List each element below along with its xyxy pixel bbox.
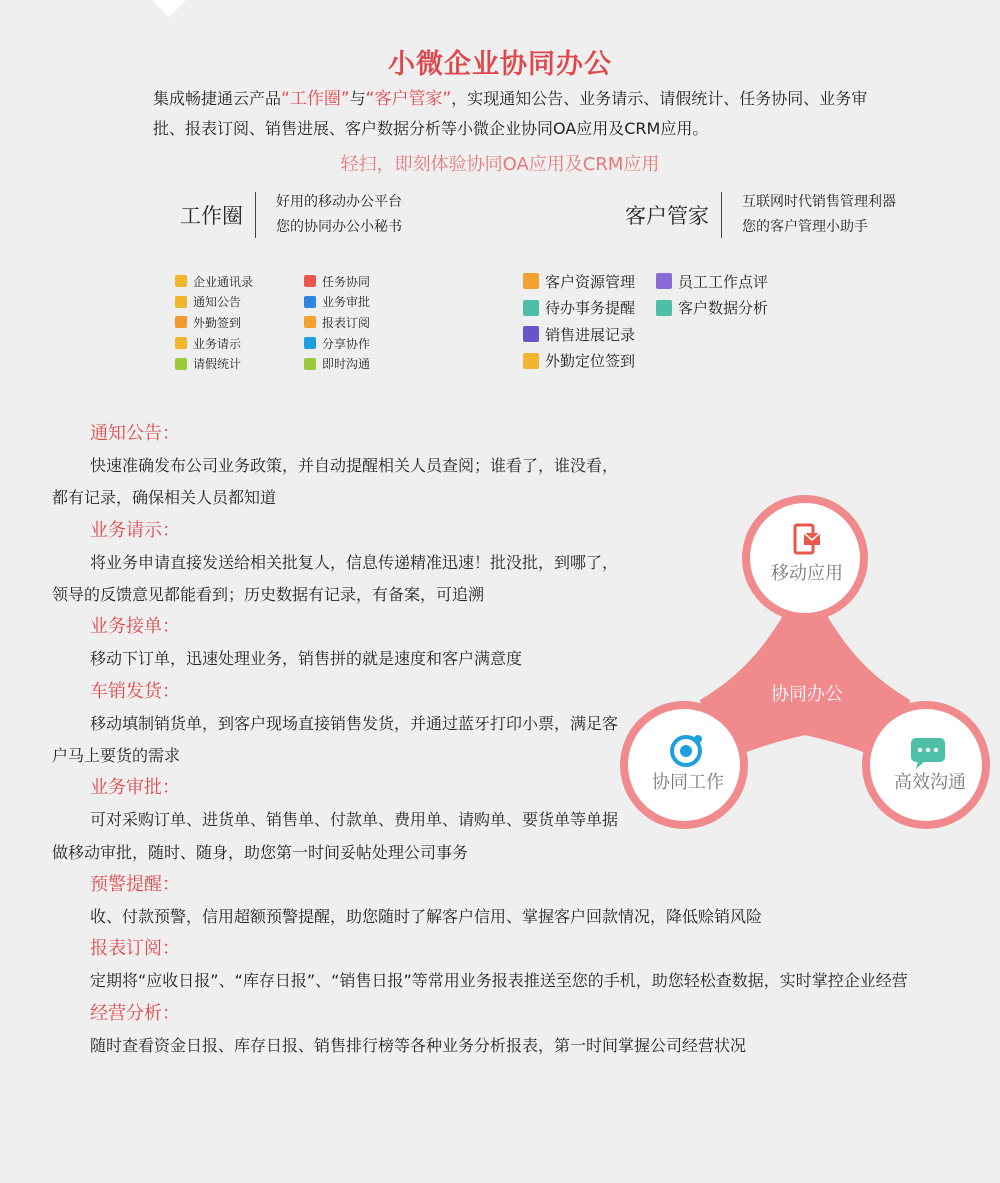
- section-text: 收、付款预警，信用超额预警提醒，助您随时了解客户信用、掌握客户回款情况，降低赊销风险: [90, 907, 763, 927]
- feature-item: [175, 353, 253, 374]
- product-desc-line: 您的客户管理小助手: [742, 219, 868, 235]
- product-desc-line: 好用的移动办公平台: [276, 194, 402, 210]
- feature-label: 员工工作点评: [678, 272, 769, 291]
- report-icon: [304, 316, 316, 328]
- diagram-label-left: 协同工作: [652, 772, 724, 793]
- section-heading: 业务请示：: [90, 519, 180, 541]
- divider: [255, 192, 256, 238]
- work-features-col2: [304, 271, 370, 374]
- feature-label: 客户资源管理: [545, 272, 636, 291]
- feature-label: 客户数据分析: [678, 299, 769, 318]
- section-heading: 车销发货：: [90, 680, 180, 702]
- intro-text: [153, 84, 873, 144]
- product-desc: [742, 190, 896, 240]
- section-heading: 预警提醒：: [90, 873, 180, 895]
- feature-label: 待办事务提醒: [545, 299, 636, 318]
- section-text: 移动下订单，迅速处理业务，销售拼的就是速度和客户满意度: [90, 649, 523, 669]
- reminder-speaker-icon: [523, 300, 539, 316]
- section-text: 将业务申请直接发送给相关批复人，信息传递精准迅速！批没批，到哪了，领导的反馈意见都能看到；历史数据有记录，有备案，可追溯: [52, 552, 619, 605]
- feature-item: [304, 333, 370, 354]
- feature-item: [656, 295, 768, 322]
- subtitle: 轻扫，即刻体验协同OA应用及CRM应用: [340, 154, 660, 175]
- contact-book-icon: [175, 275, 187, 287]
- section-text: 移动填制销货单，到客户现场直接销售发货，并通过蓝牙打印小票，满足客户马上要货的需求: [52, 713, 619, 766]
- product-desc: [276, 190, 402, 240]
- feature-label: 即时沟通: [322, 357, 371, 372]
- section-heading: 报表订阅：: [90, 938, 180, 960]
- feature-item: [175, 333, 253, 354]
- node-right: [870, 709, 982, 821]
- feature-item: [175, 271, 253, 292]
- section-text: 快速准确发布公司业务政策，并自动提醒相关人员查阅；谁看了，谁没看，都有记录，确保相关人员都知道: [52, 456, 619, 508]
- feature-label: 通知公告: [193, 295, 242, 310]
- section-heading: 业务接单：: [90, 616, 180, 638]
- share-icon: [304, 337, 316, 349]
- diagram-label-center: 协同办公: [771, 684, 843, 705]
- feature-label: 销售进展记录: [545, 325, 636, 344]
- product-customer: [625, 190, 896, 240]
- section-heading: 经营分析：: [90, 1002, 180, 1024]
- crm-features-col2: [656, 268, 768, 321]
- divider: [721, 192, 722, 238]
- product-desc-line: 您的协同办公小秘书: [276, 219, 402, 235]
- feature-label: 请假统计: [193, 357, 242, 372]
- request-icon: [175, 337, 187, 349]
- crm-features-col1: [523, 268, 635, 374]
- feature-item: [304, 353, 370, 374]
- feature-item: [304, 292, 370, 313]
- section-heading: 业务审批：: [90, 777, 180, 799]
- feature-item: [523, 295, 635, 322]
- feature-item: [656, 268, 768, 295]
- chat-icon: [304, 358, 316, 370]
- feature-item: [175, 312, 253, 333]
- page-title: 小微企业协同办公: [388, 49, 612, 80]
- section-text: 随时查看资金日报、库存日报、销售排行榜等各种业务分析报表，第一时间掌握公司经营状况: [90, 1035, 747, 1055]
- feature-label: 外勤定位签到: [545, 352, 636, 371]
- intro-part: 集成畅捷通云产品: [153, 89, 282, 108]
- top-notch: [152, 0, 186, 17]
- feature-item: [304, 312, 370, 333]
- task-icon: [304, 275, 316, 287]
- section-text: 可对采购订单、进货单、销售单、付款单、费用单、请购单、要货单等单据做移动审批，随时、随身，助您第一时间妥帖处理公司事务: [52, 810, 619, 862]
- feature-item: [523, 268, 635, 295]
- feature-item: [523, 321, 635, 348]
- intro-part: 与: [349, 89, 366, 108]
- field-checkin-icon: [523, 353, 539, 369]
- feature-item: [523, 348, 635, 375]
- feature-label: 分享协作: [322, 336, 371, 351]
- diagram-label-top: 移动应用: [771, 563, 843, 584]
- product-name: 客户管家: [625, 204, 709, 228]
- intro-highlight-workcircle: “工作圈”: [281, 89, 350, 109]
- section-text: 定期将“应收日报”、“库存日报”、“销售日报”等常用业务报表推送至您的手机，助您轻松查数据，实时掌控企业经营: [90, 971, 908, 991]
- intro-part: ，实现通知公告、业务请示、请假统计、任务协同、业务审批、报表订阅、销售进展、客户数据分析等小微企业协同OA应用及CRM应用。: [153, 89, 868, 138]
- notice-icon: [175, 296, 187, 308]
- feature-label: 外勤签到: [193, 315, 242, 330]
- employee-review-icon: [656, 273, 672, 289]
- product-name: 工作圈: [180, 204, 243, 228]
- sales-record-icon: [523, 326, 539, 342]
- feature-label: 企业通讯录: [193, 274, 254, 289]
- location-pin-icon: [175, 316, 187, 328]
- data-analysis-icon: [656, 300, 672, 316]
- feature-label: 任务协同: [322, 274, 371, 289]
- leave-stats-icon: [175, 358, 187, 370]
- approve-pen-icon: [304, 296, 316, 308]
- product-workcircle: [180, 190, 402, 240]
- collaboration-diagram: [620, 495, 990, 830]
- intro-highlight-customer: “客户管家”: [365, 89, 452, 109]
- section-heading: 通知公告：: [90, 423, 180, 444]
- feature-label: 业务审批: [322, 295, 371, 310]
- work-features-col1: [175, 271, 253, 374]
- feature-item: [175, 292, 253, 313]
- node-top: [750, 503, 860, 613]
- feature-label: 业务请示: [193, 336, 242, 351]
- product-desc-line: 互联网时代销售管理利器: [742, 194, 896, 210]
- feature-item: [304, 271, 370, 292]
- diagram-label-right: 高效沟通: [894, 772, 966, 793]
- customer-resource-icon: [523, 273, 539, 289]
- feature-label: 报表订阅: [322, 315, 371, 330]
